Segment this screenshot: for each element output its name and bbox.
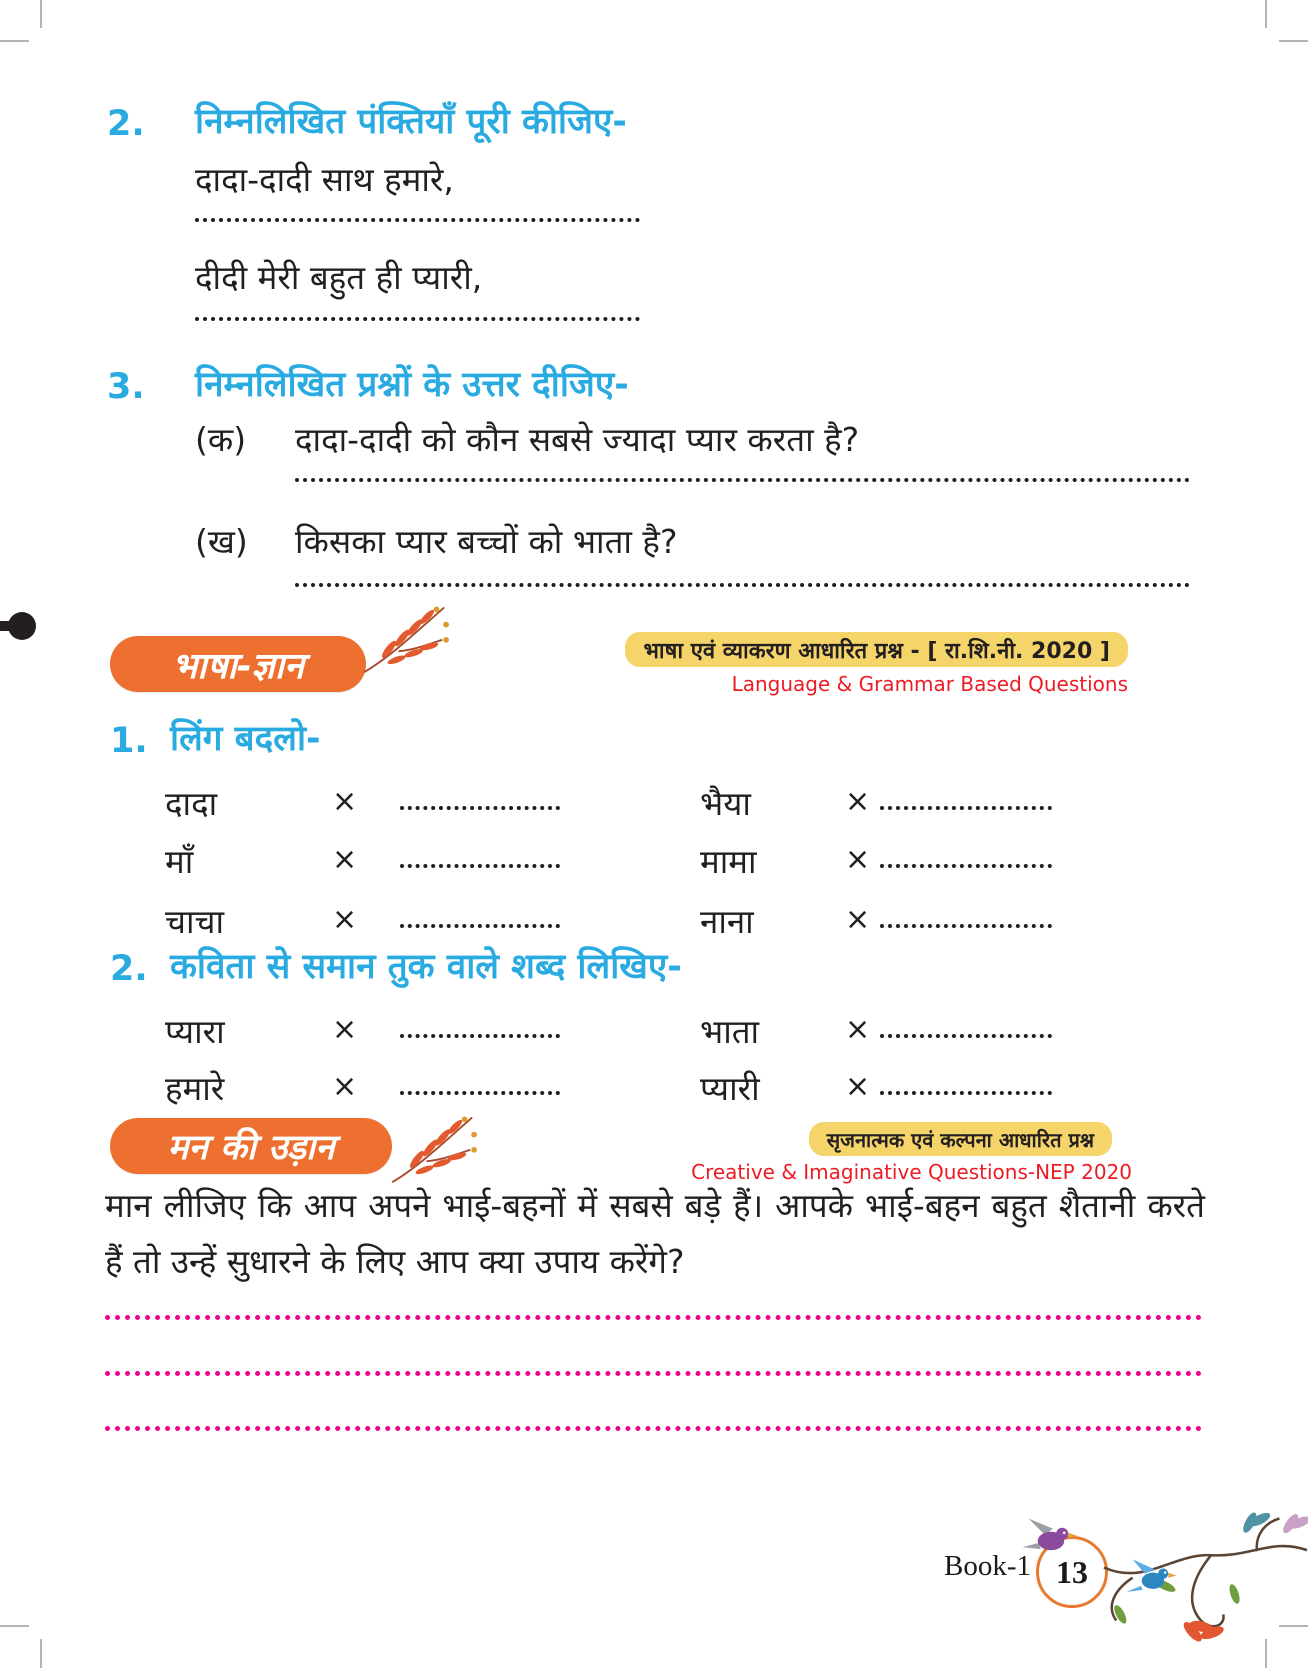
language-section-banner-label: भाषा-ज्ञान xyxy=(171,645,305,687)
multiply-sign: × xyxy=(332,784,358,819)
word-right: नाना xyxy=(700,902,754,941)
word-right: मामा xyxy=(700,842,757,881)
subquestion-b-text: किसका प्यार बच्चों को भाता है? xyxy=(295,522,678,561)
branch-decoration-icon xyxy=(360,596,456,676)
language-q2-heading: कविता से समान तुक वाले शब्द लिखिए- xyxy=(170,947,682,987)
answer-dots xyxy=(400,806,560,810)
multiply-sign: × xyxy=(332,902,358,937)
word-pair-row xyxy=(0,1008,1308,1054)
multiply-sign: × xyxy=(332,1012,358,1047)
creative-question-text: मान लीजिए कि आप अपने भाई-बहनों में सबसे बड़े हैं। आपके भाई-बहन बहुत शैतानी करते हैं तो उन्हें सुधारने के लिए आप क्या उपाय करेंगे? xyxy=(105,1186,1205,1281)
answer-dots xyxy=(400,1034,560,1038)
word-left: दादा xyxy=(165,784,218,823)
crop-mark xyxy=(0,1625,29,1627)
answer-dots xyxy=(400,864,560,868)
answer-dots xyxy=(400,1091,560,1095)
creative-section-banner xyxy=(110,1118,392,1174)
language-badge-subtitle: Language & Grammar Based Questions xyxy=(731,672,1128,696)
word-left: हमारे xyxy=(165,1069,225,1108)
answer-line xyxy=(195,218,640,222)
question-3-number: 3. xyxy=(107,367,145,407)
poem-line-2: दीदी मेरी बहुत ही प्यारी, xyxy=(195,258,483,297)
word-pair-row xyxy=(0,838,1308,884)
multiply-sign: × xyxy=(332,842,358,877)
multiply-sign: × xyxy=(845,842,871,877)
question-2-heading: निम्नलिखित पंक्तियाँ पूरी कीजिए- xyxy=(195,102,627,142)
subquestion-a-text: दादा-दादी को कौन सबसे ज्यादा प्यार करता है? xyxy=(295,420,860,459)
purple-bird-icon xyxy=(1022,1519,1077,1551)
language-badge-text: भाषा एवं व्याकरण आधारित प्रश्न - [ रा.शि.नी. 2020 ] xyxy=(643,638,1110,664)
margin-dot xyxy=(8,612,36,640)
answer-line xyxy=(195,317,640,321)
language-q2-number: 2. xyxy=(110,949,148,989)
crop-mark xyxy=(0,40,29,42)
footer-vine-decoration xyxy=(1002,1492,1308,1645)
green-leaves xyxy=(1112,1577,1242,1625)
orange-flower xyxy=(1181,1619,1226,1645)
multiply-sign: × xyxy=(845,784,871,819)
branch-decoration-icon xyxy=(388,1106,484,1186)
answer-dots xyxy=(400,924,560,928)
word-right: भैया xyxy=(700,784,751,823)
word-pair-row xyxy=(0,898,1308,944)
question-3-heading: निम्नलिखित प्रश्नों के उत्तर दीजिए- xyxy=(195,365,629,405)
word-left: माँ xyxy=(165,842,194,881)
answer-dots xyxy=(880,1091,1052,1095)
answer-line-pink xyxy=(105,1426,1202,1431)
language-q1-number: 1. xyxy=(110,721,148,761)
creative-badge xyxy=(809,1122,1112,1156)
creative-badge-text: सृजनात्मक एवं कल्पना आधारित प्रश्न xyxy=(826,1127,1094,1152)
language-q1-heading: लिंग बदलो- xyxy=(170,719,321,759)
answer-line xyxy=(295,478,1190,482)
word-left: चाचा xyxy=(165,902,225,941)
language-badge xyxy=(625,632,1128,667)
answer-dots xyxy=(880,806,1052,810)
word-pair-row xyxy=(0,780,1308,826)
pink-flower xyxy=(1280,1512,1308,1536)
creative-section-banner-label: मन की उड़ान xyxy=(167,1127,335,1168)
word-left: प्यारा xyxy=(165,1012,225,1051)
question-2-number: 2. xyxy=(107,104,145,144)
creative-badge-subtitle: Creative & Imaginative Questions-NEP 2020 xyxy=(691,1160,1132,1184)
crop-mark xyxy=(1279,40,1308,42)
word-right: भाता xyxy=(700,1012,760,1051)
poem-line-1: दादा-दादी साथ हमारे, xyxy=(195,160,454,199)
language-section-banner xyxy=(110,636,366,692)
answer-dots xyxy=(880,864,1052,868)
answer-dots xyxy=(880,924,1052,928)
crop-mark xyxy=(1265,0,1267,28)
crop-mark xyxy=(40,0,42,28)
multiply-sign: × xyxy=(845,902,871,937)
subquestion-b-label: (ख) xyxy=(195,522,248,561)
crop-mark xyxy=(40,1639,42,1668)
word-pair-row xyxy=(0,1065,1308,1111)
word-right: प्यारी xyxy=(700,1069,760,1108)
multiply-sign: × xyxy=(332,1069,358,1104)
answer-dots xyxy=(880,1034,1052,1038)
subquestion-a-label: (क) xyxy=(195,420,247,459)
answer-line xyxy=(295,583,1190,587)
multiply-sign: × xyxy=(845,1069,871,1104)
page-number: 13 xyxy=(1056,1553,1088,1590)
answer-line-pink xyxy=(105,1315,1202,1320)
answer-line-pink xyxy=(105,1371,1202,1376)
book-label: Book-1 xyxy=(944,1550,1031,1582)
multiply-sign: × xyxy=(845,1012,871,1047)
teal-flower xyxy=(1241,1510,1273,1534)
